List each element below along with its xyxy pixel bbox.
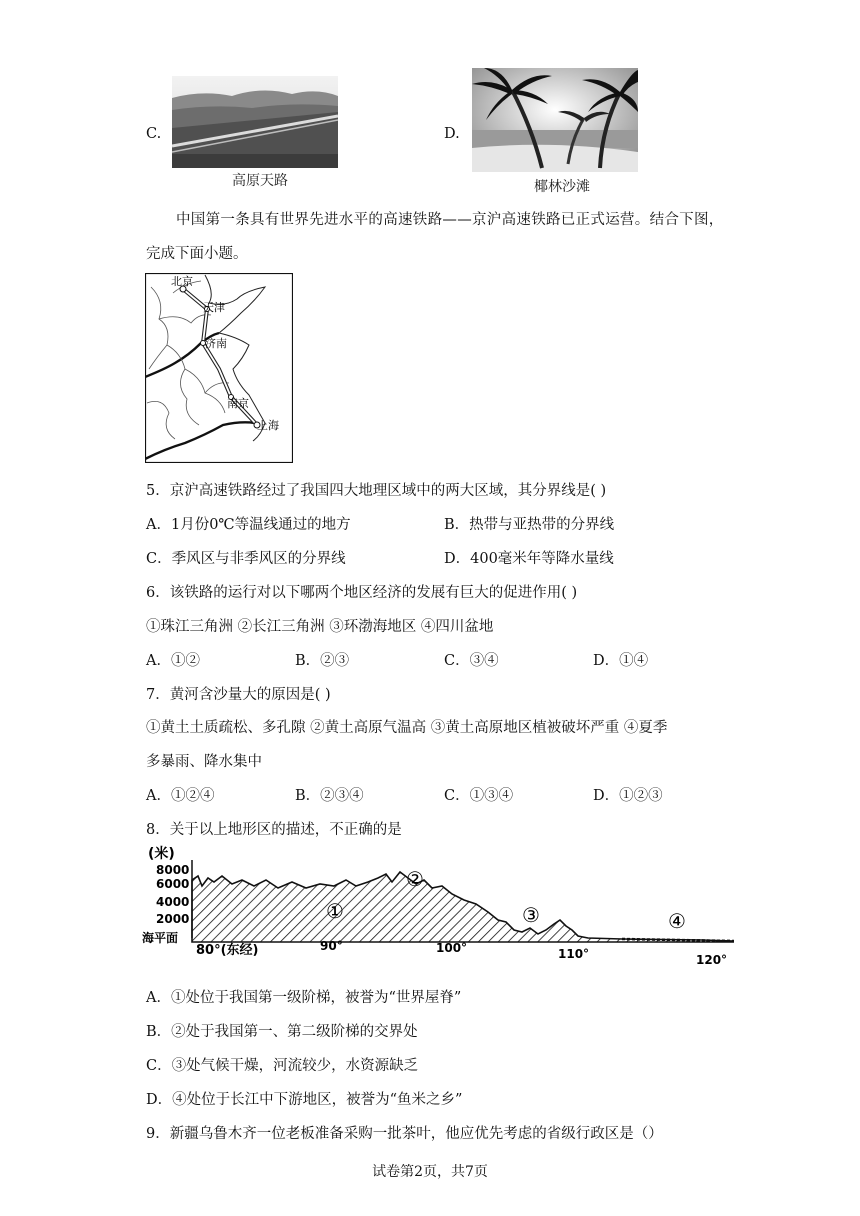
q8-option-a[interactable]: A．①处位于我国第一级阶梯，被誉为“世界屋脊” <box>146 990 462 1006</box>
profile-marker-1: ① <box>326 899 344 923</box>
q7-stem: 7．黄河含沙量大的原因是( ) <box>146 687 331 703</box>
intro-line-1: 中国第一条具有世界先进水平的高速铁路——京沪高速铁路已正式运营。结合下图， <box>176 212 724 228</box>
q8-option-b[interactable]: B．②处于我国第一、第二级阶梯的交界处 <box>146 1024 418 1040</box>
profile-marker-2: ② <box>406 867 424 891</box>
q5-option-a[interactable]: A．1月份0℃等温线通过的地方 <box>146 517 351 533</box>
profile-marker-4: ④ <box>668 909 686 933</box>
beijing-shanghai-railway-map <box>145 273 293 463</box>
map-label-nanjing: 南京 <box>227 397 249 410</box>
map-label-beijing: 北京 <box>171 275 193 288</box>
q7-option-d[interactable]: D．①②③ <box>593 788 663 804</box>
option-c-caption: 高原天路 <box>232 173 288 189</box>
q5-option-b[interactable]: B．热带与亚热带的分界线 <box>444 517 615 533</box>
option-d-label: D. <box>444 126 460 142</box>
page-footer: 试卷第2页，共7页 <box>372 1164 488 1180</box>
profile-marker-3: ③ <box>522 903 540 927</box>
q6-option-b[interactable]: B．②③ <box>295 653 350 669</box>
option-d-caption: 椰林沙滩 <box>534 179 590 195</box>
q6-option-c[interactable]: C．③④ <box>444 653 499 669</box>
q6-option-d[interactable]: D．①④ <box>593 653 649 669</box>
q7-option-a[interactable]: A．①②④ <box>146 788 215 804</box>
plateau-road-photo <box>172 76 338 168</box>
q5-stem: 5．京沪高速铁路经过了我国四大地理区域中的两大区域，其分界线是( ) <box>146 483 607 499</box>
q5-option-c[interactable]: C．季风区与非季风区的分界线 <box>146 551 346 567</box>
q8-option-d[interactable]: D．④处位于长江中下游地区，被誉为“鱼米之乡” <box>146 1092 463 1108</box>
map-label-jinan: 济南 <box>205 337 227 350</box>
option-c-label: C. <box>146 126 162 142</box>
profile-x-tick-90: 90° <box>320 939 343 953</box>
q6-option-a[interactable]: A．①② <box>146 653 200 669</box>
profile-x-tick-110: 110° <box>558 947 590 961</box>
profile-x-tick-120: 120° <box>696 953 728 967</box>
map-label-shanghai: 上海 <box>257 419 279 432</box>
q5-option-d[interactable]: D．400毫米年等降水量线 <box>444 551 614 567</box>
q7-option-b[interactable]: B．②③④ <box>295 788 364 804</box>
q8-stem: 8．关于以上地形区的描述，不正确的是 <box>146 822 402 838</box>
profile-y-tick-2000: 2000 <box>156 912 190 926</box>
terrain-profile-diagram <box>142 842 734 968</box>
profile-x-tick-80: 80°(东经) <box>196 943 259 958</box>
q7-items-line-1: ①黄土土质疏松、多孔隙 ②黄土高原气温高 ③黄土高原地区植被破坏严重 ④夏季 <box>146 720 668 736</box>
profile-x-tick-100: 100° <box>436 941 468 955</box>
profile-unit-label: (米) <box>148 846 175 862</box>
q6-stem: 6．该铁路的运行对以下哪两个地区经济的发展有巨大的促进作用( ) <box>146 585 578 601</box>
q9-stem: 9．新疆乌鲁木齐一位老板准备采购一批茶叶，他应优先考虑的省级行政区是（） <box>146 1126 663 1142</box>
profile-y-tick-sea-level: 海平面 <box>142 931 179 945</box>
intro-line-2: 完成下面小题。 <box>146 246 248 262</box>
map-label-tianjin: 天津 <box>203 301 225 314</box>
q6-items: ①珠江三角洲 ②长江三角洲 ③环渤海地区 ④四川盆地 <box>146 619 494 635</box>
q8-option-c[interactable]: C．③处气候干燥，河流较少，水资源缺乏 <box>146 1058 419 1074</box>
profile-y-tick-6000: 6000 <box>156 877 190 891</box>
profile-y-tick-4000: 4000 <box>156 895 190 909</box>
coconut-beach-photo <box>472 68 638 172</box>
q7-items-line-2: 多暴雨、降水集中 <box>146 754 262 770</box>
q7-option-c[interactable]: C．①③④ <box>444 788 514 804</box>
profile-y-tick-8000: 8000 <box>156 863 190 877</box>
